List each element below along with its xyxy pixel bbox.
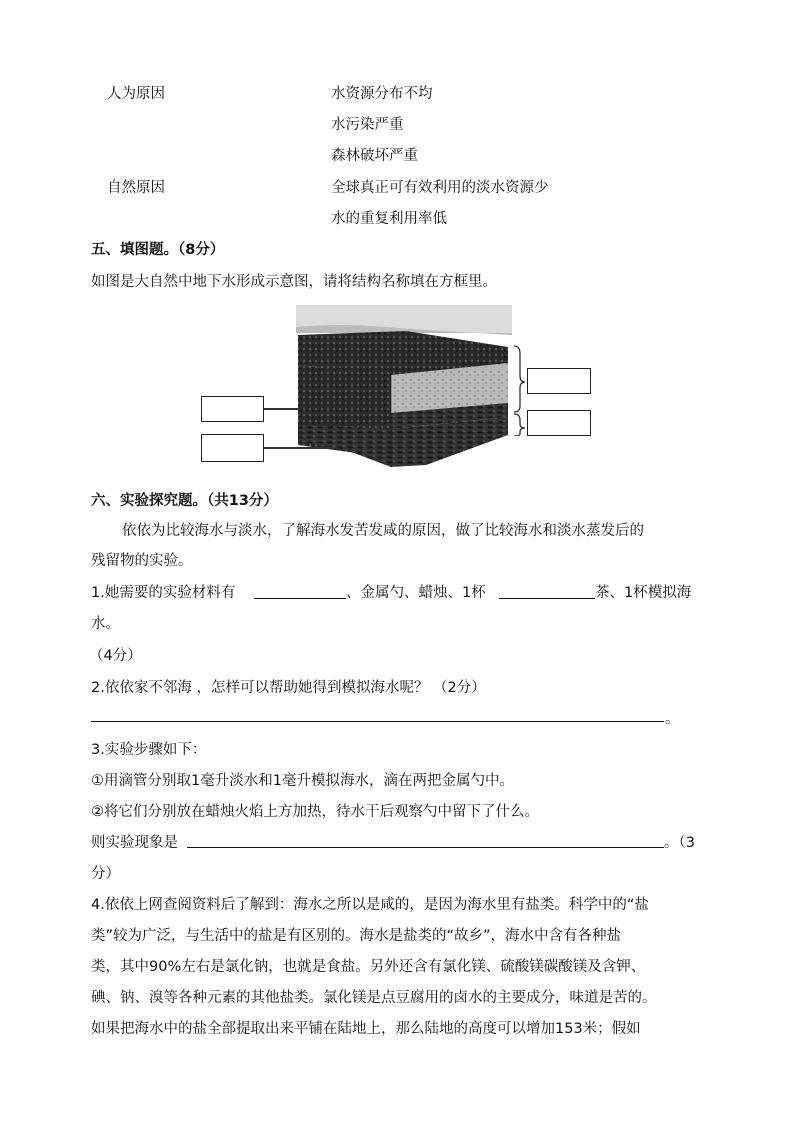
section6-intro: 残留物的实验。 <box>91 553 193 569</box>
q1-text: 茶、1杯模拟海 <box>595 585 692 601</box>
q4-paragraph-line: 如果把海水中的盐全部提取出来平铺在陆地上，那么陆地的高度可以增加153米；假如 <box>91 1021 641 1037</box>
q4-paragraph-line: 4.依依上网查阅资料后了解到：海水之所以是咸的，是因为海水里有盐类。科学中的“盐 <box>91 897 649 913</box>
answer-box-right-lower[interactable] <box>527 410 591 436</box>
section5-instruction: 如图是大自然中地下水形成示意图，请将结构名称填在方框里。 <box>91 274 497 290</box>
cause-item: 水资源分布不均 <box>331 86 433 102</box>
soil-layers-icon <box>296 305 512 467</box>
q1-text: 、金属勺、蜡烛、1杯 <box>346 585 486 601</box>
q1-score: （4分） <box>89 648 142 664</box>
q3-answer-line[interactable] <box>187 847 664 848</box>
answer-box-right-upper[interactable] <box>527 368 591 394</box>
groundwater-layers-diagram <box>296 305 512 467</box>
answer-box-left-upper[interactable] <box>201 396 264 422</box>
q3-step-1: ①用滴管分别取1毫升淡水和1毫升模拟海水，滴在两把金属勺中。 <box>91 773 514 789</box>
q2-text: 2.依依家不邻海 ，怎样可以帮助她得到模拟海水呢？ （2分） <box>91 680 486 696</box>
q1-text: 水。 <box>91 616 120 632</box>
q4-paragraph-line: 类，其中90%左右是氯化钠，也就是食盐。另外还含有氯化镁、硫酸镁碳酸镁及含钾、 <box>91 959 646 975</box>
section5-title: 五、填图题。（8分） <box>91 242 225 258</box>
q3-prompt: 则实验现象是 <box>91 835 178 851</box>
section6-title: 六、实验探究题。（共13分） <box>91 493 278 509</box>
leader-line <box>264 408 300 410</box>
cause-natural-label: 自然原因 <box>107 180 165 196</box>
q3-step-2: ②将它们分别放在蜡烛火焰上方加热，待水干后观察勺中留下了什么。 <box>91 804 539 820</box>
cause-human-label: 人为原因 <box>107 86 165 102</box>
answer-box-left-lower[interactable] <box>201 434 264 462</box>
q3-score: 分） <box>91 866 120 882</box>
q1-blank-1[interactable] <box>254 598 346 599</box>
section6-intro: 依依为比较海水与淡水，了解海水发苦发咸的原因，做了比较海水和淡水蒸发后的 <box>122 523 644 539</box>
cause-item: 水污染严重 <box>331 117 404 133</box>
q1-blank-2[interactable] <box>499 598 595 599</box>
q3-text: 3.实验步骤如下： <box>91 742 207 758</box>
q3-end: 。（3 <box>664 835 695 851</box>
cause-item: 森林破坏严重 <box>331 148 418 164</box>
q4-paragraph-line: 类”较为广泛，与生活中的盐是有区别的。海水是盐类的“故乡”，海水中含有各种盐 <box>91 928 622 944</box>
q4-paragraph-line: 碘、钠、溴等各种元素的其他盐类。氯化镁是点豆腐用的卤水的主要成分，味道是苦的。 <box>91 990 657 1006</box>
cause-item: 水的重复利用率低 <box>331 211 447 227</box>
q2-answer-line[interactable] <box>91 721 664 722</box>
leader-line <box>264 447 336 449</box>
q1-text: 1.她需要的实验材料有 <box>91 585 236 601</box>
brace-icon <box>512 344 528 436</box>
cause-item: 全球真正可有效利用的淡水资源少 <box>331 180 549 196</box>
q2-end: 。 <box>665 711 680 727</box>
